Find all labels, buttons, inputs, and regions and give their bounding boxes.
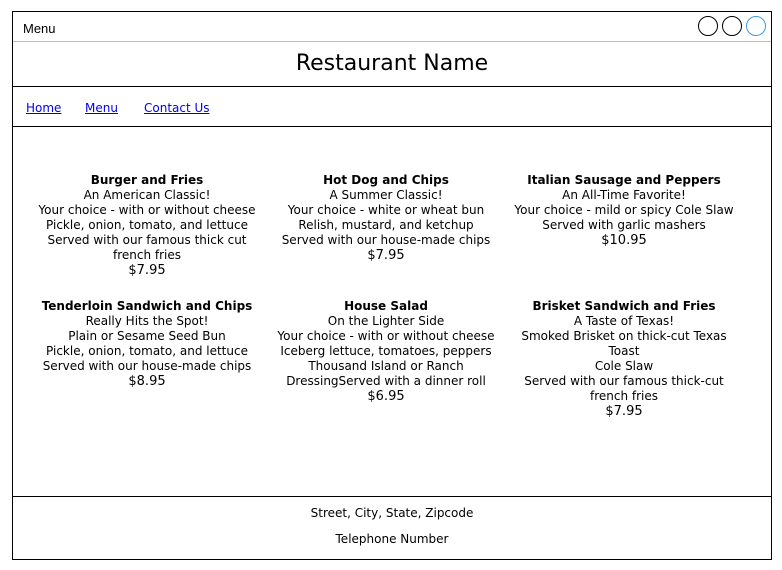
menu-item-description: Iceberg lettuce, tomatoes, peppers [280,344,492,358]
menu-item-house-salad [266,299,506,404]
menu-item-description: A Summer Classic! [329,188,443,202]
footer-address: Street, City, State, Zipcode [310,506,474,520]
menu-item-brisket-sandwich-and-fries [504,299,744,419]
menu-item-price: $7.95 [367,248,405,263]
menu-item-name: House Salad [344,299,428,313]
site-header [13,42,771,87]
menu-item-description: An American Classic! [83,188,211,202]
menu-item-name: Hot Dog and Chips [323,173,449,187]
page-title: Restaurant Name [295,51,489,76]
menu-item-description: Plain or Sesame Seed Bun [68,329,226,343]
menu-item-price: $10.95 [601,233,647,248]
menu-item-tenderloin-sandwich-and-chips [27,299,267,389]
menu-item-hot-dog-and-chips [266,173,506,263]
menu-item-price: $6.95 [367,389,405,404]
menu-item-description: Smoked Brisket on thick-cut Texas Toast [521,329,727,358]
menu-item-description: Thousand Island or Ranch DressingServed with a dinner roll [286,359,486,388]
nav-link-contact-us[interactable]: Contact Us [144,101,210,115]
menu-item-italian-sausage-and-peppers [504,173,744,248]
minimize-button[interactable] [698,16,718,36]
menu-item-price: $7.95 [605,404,643,419]
menu-item-description: Your choice - with or without cheese [38,203,256,217]
menu-item-description: A Taste of Texas! [573,314,675,328]
menu-item-description: Pickle, onion, tomato, and lettuce [46,218,248,232]
menu-item-description: Served with our house-made chips [42,359,252,373]
footer-phone: Telephone Number [335,532,449,546]
close-button[interactable] [746,16,766,36]
menu-item-price: $7.95 [128,263,166,278]
menu-item-description: Served with our famous thick-cut french fries [524,374,724,403]
menu-item-description: Relish, mustard, and ketchup [298,218,474,232]
menu-grid [13,127,771,496]
menu-item-description: Served with garlic mashers [542,218,706,232]
menu-item-name: Italian Sausage and Peppers [527,173,721,187]
menu-item-description: Pickle, onion, tomato, and lettuce [46,344,248,358]
title-bar [13,12,771,42]
menu-item-description: Really Hits the Spot! [85,314,209,328]
nav-link-home[interactable]: Home [26,101,62,115]
menu-item-description: An All-Time Favorite! [562,188,686,202]
menu-item-name: Tenderloin Sandwich and Chips [41,299,253,313]
menu-item-description: Your choice - mild or spicy Cole Slaw [514,203,734,217]
site-footer [13,496,771,559]
window-title: Menu [23,21,56,36]
nav-link-menu[interactable]: Menu [85,101,118,115]
menu-item-description: Served with our famous thick cut french fries [47,233,247,262]
menu-item-description: Your choice - with or without cheese [277,329,495,343]
menu-item-name: Brisket Sandwich and Fries [532,299,716,313]
menu-item-description: Your choice - white or wheat bun [287,203,485,217]
nav-bar [13,87,771,127]
browser-window [12,11,772,560]
menu-item-description: Served with our house-made chips [281,233,491,247]
menu-item-description: On the Lighter Side [327,314,445,328]
menu-item-price: $8.95 [128,374,166,389]
maximize-button[interactable] [722,16,742,36]
menu-item-description: Cole Slaw [594,359,654,373]
menu-item-name: Burger and Fries [90,173,204,187]
menu-item-burger-and-fries [27,173,267,278]
